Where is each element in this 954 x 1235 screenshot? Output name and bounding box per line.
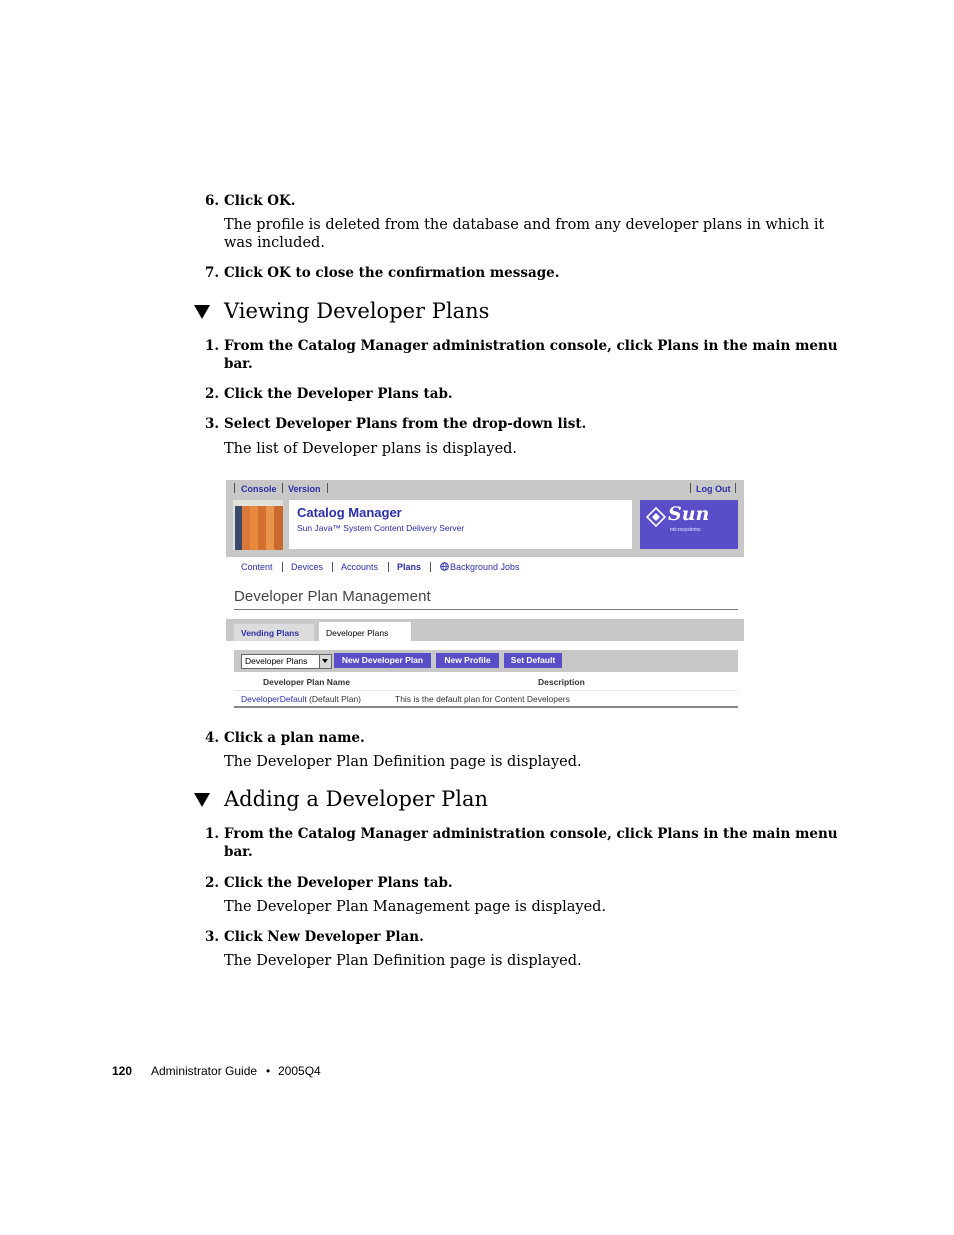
page-title: Developer Plan Management bbox=[234, 588, 431, 605]
triangle-bullet-icon bbox=[194, 305, 210, 319]
footer-version: 2005Q4 bbox=[278, 1064, 321, 1078]
s1-step-2-number: 2. bbox=[205, 386, 220, 402]
s1-step-1-text: From the Catalog Manager administration console, click Plans in the main menu bbox=[224, 338, 838, 354]
nav-accounts[interactable]: Accounts bbox=[341, 562, 379, 572]
s2-step-2-number: 2. bbox=[205, 875, 220, 891]
tab-developer-plans-label: Developer Plans bbox=[326, 628, 389, 638]
plan-description: This is the default plan for Content Developers bbox=[395, 694, 570, 704]
table-row bbox=[241, 694, 361, 704]
table-toolbar bbox=[234, 650, 738, 672]
footer-bullet: • bbox=[266, 1064, 271, 1078]
s1-step-4-text: Click a plan name. bbox=[224, 730, 365, 746]
nav-separator bbox=[332, 562, 333, 572]
triangle-bullet-icon bbox=[194, 793, 210, 807]
step-6-body-line2: was included. bbox=[224, 235, 325, 251]
s1-step-1-text-cont: bar. bbox=[224, 356, 253, 372]
set-default-button[interactable]: Set Default bbox=[504, 653, 562, 668]
globe-icon bbox=[440, 562, 449, 571]
step-7-text: Click OK to close the confirmation message. bbox=[224, 265, 560, 281]
nav-devices[interactable]: Devices bbox=[291, 562, 324, 572]
footer-title: Administrator Guide bbox=[151, 1064, 258, 1078]
page-number: 120 bbox=[112, 1064, 133, 1078]
catalog-manager-screenshot bbox=[226, 480, 744, 710]
s1-step-1-number: 1. bbox=[205, 338, 220, 354]
chevron-down-icon bbox=[319, 655, 331, 668]
s2-step-2-body: The Developer Plan Management page is displayed. bbox=[224, 899, 607, 915]
tab-vending-plans[interactable] bbox=[234, 624, 314, 641]
util-separator bbox=[282, 483, 283, 493]
step-6-text: Click OK. bbox=[224, 193, 296, 209]
nav-separator bbox=[388, 562, 389, 572]
logout-link[interactable]: Log Out bbox=[696, 484, 731, 494]
section-heading-viewing: Viewing Developer Plans bbox=[224, 299, 490, 323]
nav-plans[interactable]: Plans bbox=[397, 562, 422, 572]
version-link[interactable]: Version bbox=[288, 484, 321, 494]
s2-step-1-text: From the Catalog Manager administration console, click Plans in the main menu bbox=[224, 826, 838, 842]
s2-step-1-number: 1. bbox=[205, 826, 220, 842]
s1-step-3-number: 3. bbox=[205, 416, 220, 432]
util-separator bbox=[690, 483, 691, 493]
s1-step-4-body: The Developer Plan Definition page is displayed. bbox=[224, 754, 582, 770]
s1-step-2-text: Click the Developer Plans tab. bbox=[224, 386, 453, 402]
section-heading-adding: Adding a Developer Plan bbox=[224, 787, 488, 811]
step-6-number: 6. bbox=[205, 193, 220, 209]
title-divider bbox=[234, 609, 738, 610]
masthead bbox=[226, 480, 744, 557]
util-separator bbox=[327, 483, 328, 493]
main-menu-bar bbox=[226, 557, 744, 579]
s2-step-3-number: 3. bbox=[205, 929, 220, 945]
table-bottom-border bbox=[234, 706, 738, 708]
logo-text: Sun bbox=[668, 503, 710, 525]
dropdown-value: Developer Plans bbox=[245, 656, 308, 666]
step-6-body-line1: The profile is deleted from the database and from any developer plans in which it bbox=[224, 217, 825, 233]
tab-developer-plans[interactable] bbox=[319, 622, 411, 642]
tab-bar bbox=[226, 619, 744, 641]
step-7-number: 7. bbox=[205, 265, 220, 281]
column-header-description: Description bbox=[538, 677, 585, 687]
books-image bbox=[233, 500, 283, 550]
header-divider bbox=[234, 690, 738, 691]
plan-name-link[interactable]: DeveloperDefault bbox=[241, 694, 307, 704]
s1-step-3-text: Select Developer Plans from the drop-down list. bbox=[224, 416, 587, 432]
nav-separator bbox=[430, 562, 431, 572]
console-link[interactable]: Console bbox=[241, 484, 277, 494]
brand-panel bbox=[289, 500, 632, 549]
app-title: Catalog Manager bbox=[297, 505, 402, 520]
s2-step-2-text: Click the Developer Plans tab. bbox=[224, 875, 453, 891]
s1-step-3-body: The list of Developer plans is displayed. bbox=[224, 441, 518, 457]
s2-step-3-text: Click New Developer Plan. bbox=[224, 929, 424, 945]
s1-step-4-number: 4. bbox=[205, 730, 220, 746]
util-separator bbox=[234, 483, 235, 493]
sun-diamond-icon bbox=[646, 507, 666, 527]
column-header-name: Developer Plan Name bbox=[263, 677, 350, 687]
sun-logo bbox=[640, 500, 738, 549]
app-subtitle: Sun Java™ System Content Delivery Server bbox=[297, 523, 465, 533]
nav-background-jobs[interactable]: Background Jobs bbox=[450, 562, 520, 572]
nav-separator bbox=[282, 562, 283, 572]
plan-name-suffix: (Default Plan) bbox=[306, 694, 362, 704]
tab-vending-plans-label: Vending Plans bbox=[241, 628, 300, 638]
util-separator bbox=[735, 483, 736, 493]
new-developer-plan-button[interactable]: New Developer Plan bbox=[334, 653, 431, 668]
nav-content[interactable]: Content bbox=[241, 562, 273, 572]
s2-step-1-text-cont: bar. bbox=[224, 844, 253, 860]
s2-step-3-body: The Developer Plan Definition page is displayed. bbox=[224, 953, 582, 969]
plan-type-dropdown[interactable] bbox=[241, 654, 332, 669]
logo-subtext: microsystems bbox=[670, 527, 701, 533]
new-profile-button[interactable]: New Profile bbox=[436, 653, 499, 668]
